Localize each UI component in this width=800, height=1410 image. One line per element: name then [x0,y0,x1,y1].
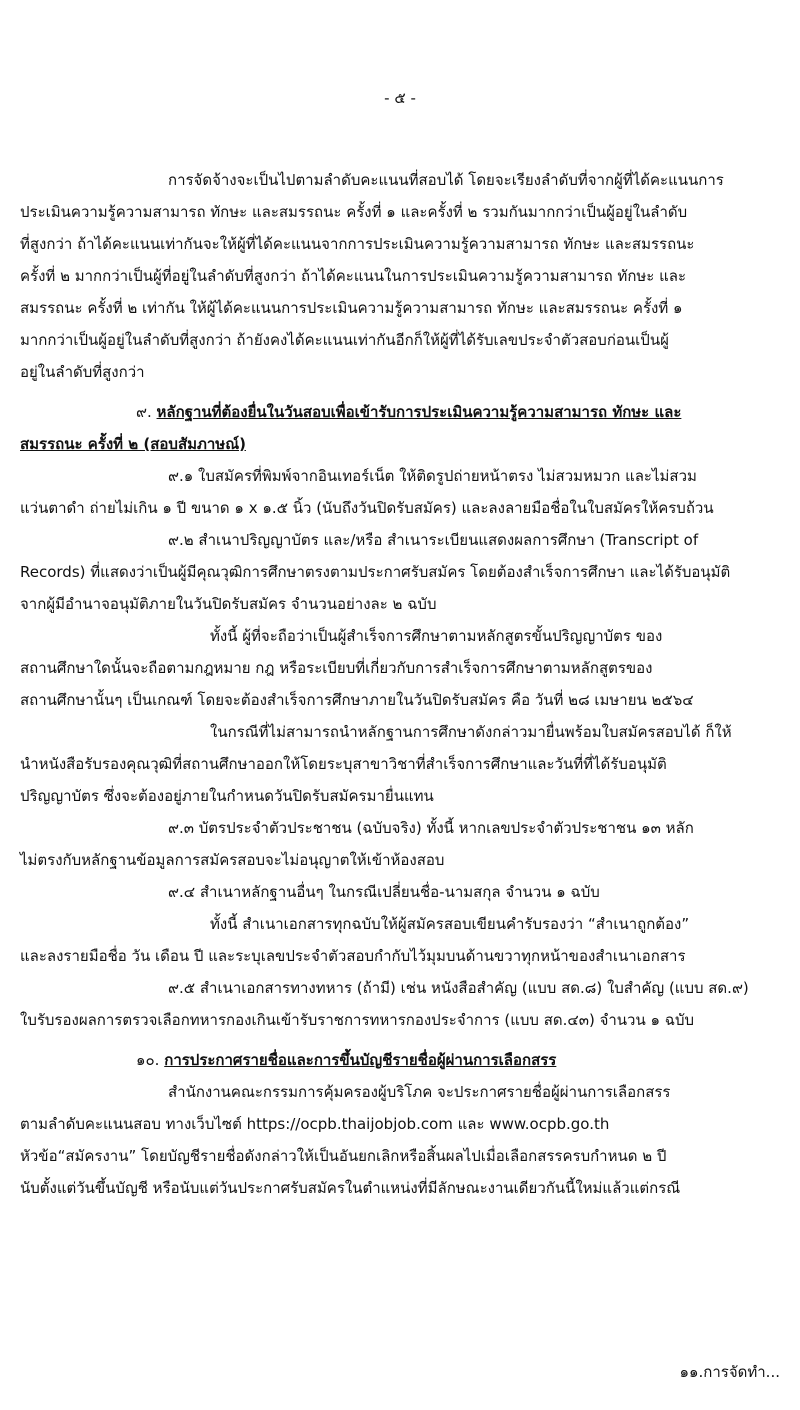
section-9-line: ไม่ตรงกับหลักฐานข้อมูลการสมัครสอบจะไม่อนุญาตให้เข้าห้องสอบ [20,851,445,869]
section-9-line: ๙.๑ ใบสมัครที่พิมพ์จากอินเทอร์เน็ต ให้ติดรูปถ่ายหน้าตรง ไม่สวมหมวก และไม่สวม [168,467,697,485]
section-9-heading [136,402,681,422]
section-10-line: นับตั้งแต่วันขึ้นบัญชี หรือนับแต่วันประกาศรับสมัครในตำแหน่งที่มีลักษณะงานเดียวกันนี้ใหม่แล้วแต่กรณี [20,1179,681,1197]
section-9-line: ๙.๔ สำเนาหลักฐานอื่นๆ ในกรณีเปลี่ยนชื่อ-นามสกุล จำนวน ๑ ฉบับ [168,883,600,901]
section-9-line: Records) ที่แสดงว่าเป็นผู้มีคุณวุฒิการศึกษาตรงตามประกาศรับสมัคร โดยต้องสำเร็จการศึกษา และได้รับอนุมัติ [20,563,731,581]
section-9-line: ในกรณีที่ไม่สามารถนำหลักฐานการศึกษาดังกล่าวมายื่นพร้อมใบสมัครสอบได้ ก็ให้ [210,723,732,741]
page-number: - ๕ - [384,89,416,107]
section-10-heading [136,1050,556,1070]
section-9-heading-line2: สมรรถนะ ครั้งที่ ๒ (สอบสัมภาษณ์) [20,435,246,453]
section-9-line: นำหนังสือรับรองคุณวุฒิที่สถานศึกษาออกให้โดยระบุสาขาวิชาที่สำเร็จการศึกษาและวันที่ที่ได้รับอนุมัติ [20,755,667,773]
section-9-line: ปริญญาบัตร ซึ่งจะต้องอยู่ภายในกำหนดวันปิดรับสมัครมายื่นแทน [20,787,434,805]
section-10-line: หัวข้อ“สมัครงาน” โดยบัญชีรายชื่อดังกล่าวให้เป็นอันยกเลิกหรือสิ้นผลไปเมื่อเลือกสรรครบกำหนด ๒ ปี [20,1147,667,1165]
paragraph-line: อยู่ในลำดับที่สูงกว่า [20,363,145,381]
section-9-heading-line1: หลักฐานที่ต้องยื่นในวันสอบเพื่อเข้ารับการประเมินความรู้ความสามารถ ทักษะ และ [156,403,682,421]
section-9-line: จากผู้มีอำนาจอนุมัติภายในวันปิดรับสมัคร จำนวนอย่างละ ๒ ฉบับ [20,595,437,613]
paragraph-line: การจัดจ้างจะเป็นไปตามลำดับคะแนนที่สอบได้ โดยจะเรียงลำดับที่จากผู้ที่ได้คะแนนการ [168,171,724,189]
section-9-line: ๙.๒ สำเนาปริญญาบัตร และ/หรือ สำเนาระเบียนแสดงผลการศึกษา (Transcript of [168,531,699,549]
section-10-heading-text: การประกาศรายชื่อและการขึ้นบัญชีรายชื่อผู้ผ่านการเลือกสรร [164,1051,557,1069]
section-9-line: สถานศึกษานั้นๆ เป็นเกณฑ์ โดยจะต้องสำเร็จการศึกษาภายในวันปิดรับสมัคร คือ วันที่ ๒๘ เมษายน ๒๕๖๔ [20,691,694,709]
section-9-line: ทั้งนี้ สำเนาเอกสารทุกฉบับให้ผู้สมัครสอบเขียนคำรับรองว่า “สำเนาถูกต้อง” [210,915,690,933]
section-9-line: สถานศึกษาใดนั้นจะถือตามกฎหมาย กฎ หรือระเบียบที่เกี่ยวกับการสำเร็จการศึกษาตามหลักสูตรของ [20,659,653,677]
section-9-line: ๙.๓ บัตรประจำตัวประชาชน (ฉบับจริง) ทั้งนี้ หากเลขประจำตัวประชาชน ๑๓ หลัก [168,819,694,837]
paragraph-line: สมรรถนะ ครั้งที่ ๒ เท่ากัน ให้ผู้ได้คะแนนการประเมินความรู้ความสามารถ ทักษะ และสมรรถนะ ครั้งที่ ๑ [20,299,683,317]
paragraph-line: มากกว่าเป็นผู้อยู่ในลำดับที่สูงกว่า ถ้ายังคงได้คะแนนเท่ากันอีกก็ให้ผู้ที่ได้รับเลขประจำตัวสอบก่อนเป็นผู้ [20,331,669,349]
paragraph-line: ครั้งที่ ๒ มากกว่าเป็นผู้ที่อยู่ในลำดับที่สูงกว่า ถ้าได้คะแนนในการประเมินความรู้ความสามารถ ทักษะ และ [20,267,687,285]
paragraph-line: ที่สูงกว่า ถ้าได้คะแนนเท่ากันจะให้ผู้ที่ได้คะแนนจากการประเมินความรู้ความสามารถ ทักษะ และสมรรถนะ [20,235,695,253]
section-9-line: แว่นตาดำ ถ่ายไม่เกิน ๑ ปี ขนาด ๑ x ๑.๕ นิ้ว (นับถึงวันปิดรับสมัคร) และลงลายมือชื่อในใบสมัครให้ครบถ้วน [20,499,714,517]
next-page-reference: ๑๑.การจัดทำ... [679,1363,780,1381]
section-9-line: ๙.๕ สำเนาเอกสารทางทหาร (ถ้ามี) เช่น หนังสือสำคัญ (แบบ สด.๘) ใบสำคัญ (แบบ สด.๙) [168,979,749,997]
section-9-line: และลงรายมือชื่อ วัน เดือน ปี และระบุเลขประจำตัวสอบกำกับไว้มุมบนด้านขวาทุกหน้าของสำเนาเอกสาร [20,947,686,965]
section-9-heading-cont [20,434,246,454]
section-10-line: สำนักงานคณะกรรมการคุ้มครองผู้บริโภค จะประกาศรายชื่อผู้ผ่านการเลือกสรร [168,1083,671,1101]
section-9-line: ทั้งนี้ ผู้ที่จะถือว่าเป็นผู้สำเร็จการศึกษาตามหลักสูตรขั้นปริญญาบัตร ของ [210,627,663,645]
section-9-line: ใบรับรองผลการตรวจเลือกทหารกองเกินเข้ารับราชการทหารกองประจำการ (แบบ สด.๔๓) จำนวน ๑ ฉบับ [20,1011,695,1029]
section-10-line: ตามลำดับคะแนนสอบ ทางเว็บไซต์ https://ocpb.thaijobjob.com และ www.ocpb.go.th [20,1115,610,1133]
section-9-number: ๙. [136,403,152,421]
section-10-number: ๑๐. [136,1051,160,1069]
paragraph-line: ประเมินความรู้ความสามารถ ทักษะ และสมรรถนะ ครั้งที่ ๑ และครั้งที่ ๒ รวมกันมากกว่าเป็นผู้อยู่ในลำดับ [20,203,688,221]
